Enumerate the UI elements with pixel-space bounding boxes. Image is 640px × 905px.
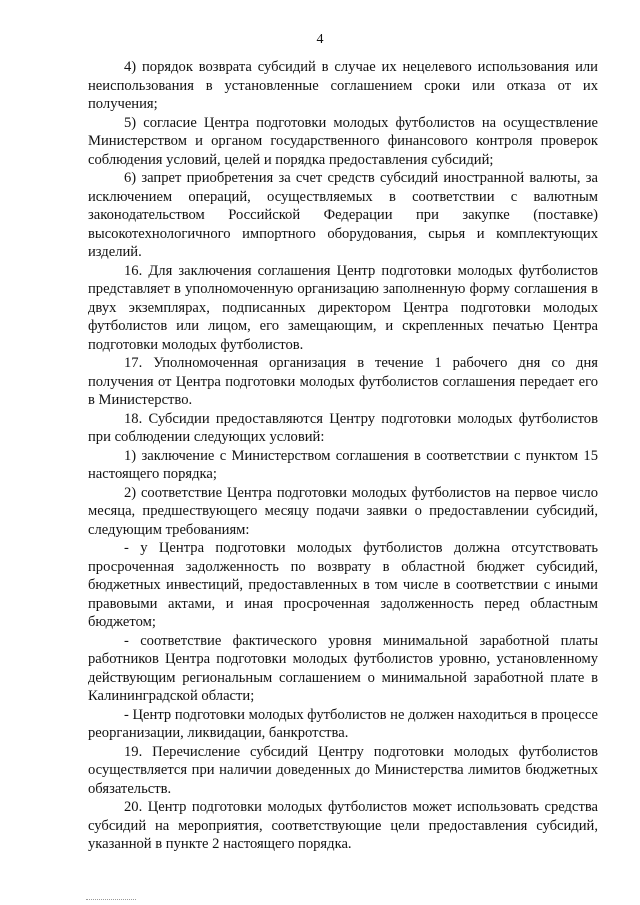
paragraph-condition-2: 2) соответствие Центра подготовки молодых футболистов на первое число месяца, предшествующего месяцу подачи заявки о предоставлении субсидий, следующим требованиям: [88, 484, 598, 538]
document-body [88, 58, 598, 854]
paragraph-item-5: 5) согласие Центра подготовки молодых футболистов на осуществление Министерством и органом государственного финансового контроля проверок соблюдения условий, целей и порядка предоставления субсидий; [88, 114, 598, 168]
page-number: 4 [316, 32, 324, 47]
paragraph-item-6: 6) запрет приобретения за счет средств субсидий иностранной валюты, за исключением операций, осуществляемых в соответствии с валютным законодательством Российской Федерации при закупке (поставке) высокотехнологичного импортного оборудования, сырья и комплектующих изделий. [88, 170, 598, 260]
paragraph-requirement-wage: - соответствие фактического уровня минимальной заработной платы работников Центра подготовки молодых футболистов уровню, установленному действующим региональным соглашением о минимальной заработной плате в Калининградской области; [88, 632, 598, 704]
paragraph-requirement-status: - Центр подготовки молодых футболистов не должен находиться в процессе реорганизации, ликвидации, банкротства. [88, 706, 598, 741]
paragraph-clause-18: 18. Субсидии предоставляются Центру подготовки молодых футболистов при соблюдении следующих условий: [88, 410, 598, 445]
paragraph-clause-17: 17. Уполномоченная организация в течение 1 рабочего дня со дня получения от Центра подготовки молодых футболистов соглашения передает его в Министерство. [88, 355, 598, 408]
paragraph-clause-19: 19. Перечисление субсидий Центру подготовки молодых футболистов осуществляется при наличии доведенных до Министерства лимитов бюджетных обязательств. [88, 743, 598, 797]
footer-divider [86, 899, 136, 900]
paragraph-requirement-debt: - у Центра подготовки молодых футболистов должна отсутствовать просроченная задолженность по возврату в областной бюджет субсидий, бюджетных инвестиций, предоставленных в том числе в соответствии с иными правовыми актами, и иная просроченная задолженность перед областным бюджетом; [88, 540, 598, 630]
paragraph-clause-16: 16. Для заключения соглашения Центр подготовки молодых футболистов представляет в уполномоченную организацию заполненную форму соглашения в двух экземплярах, подписанных директором Центра подготовки молодых футболистов или лицом, его замещающим, и скрепленных печатью Центра подготовки молодых футболистов. [88, 262, 598, 353]
paragraph-item-4: 4) порядок возврата субсидий в случае их нецелевого использования или неиспользования в установленные соглашением сроки или отказа от их получения; [88, 59, 598, 112]
paragraph-clause-20: 20. Центр подготовки молодых футболистов может использовать средства субсидий на мероприятия, соответствующие цели предоставления субсидий, указанной в пункте 2 настоящего порядка. [88, 799, 598, 852]
paragraph-condition-1: 1) заключение с Министерством соглашения в соответствии с пунктом 15 настоящего порядка; [88, 447, 598, 482]
